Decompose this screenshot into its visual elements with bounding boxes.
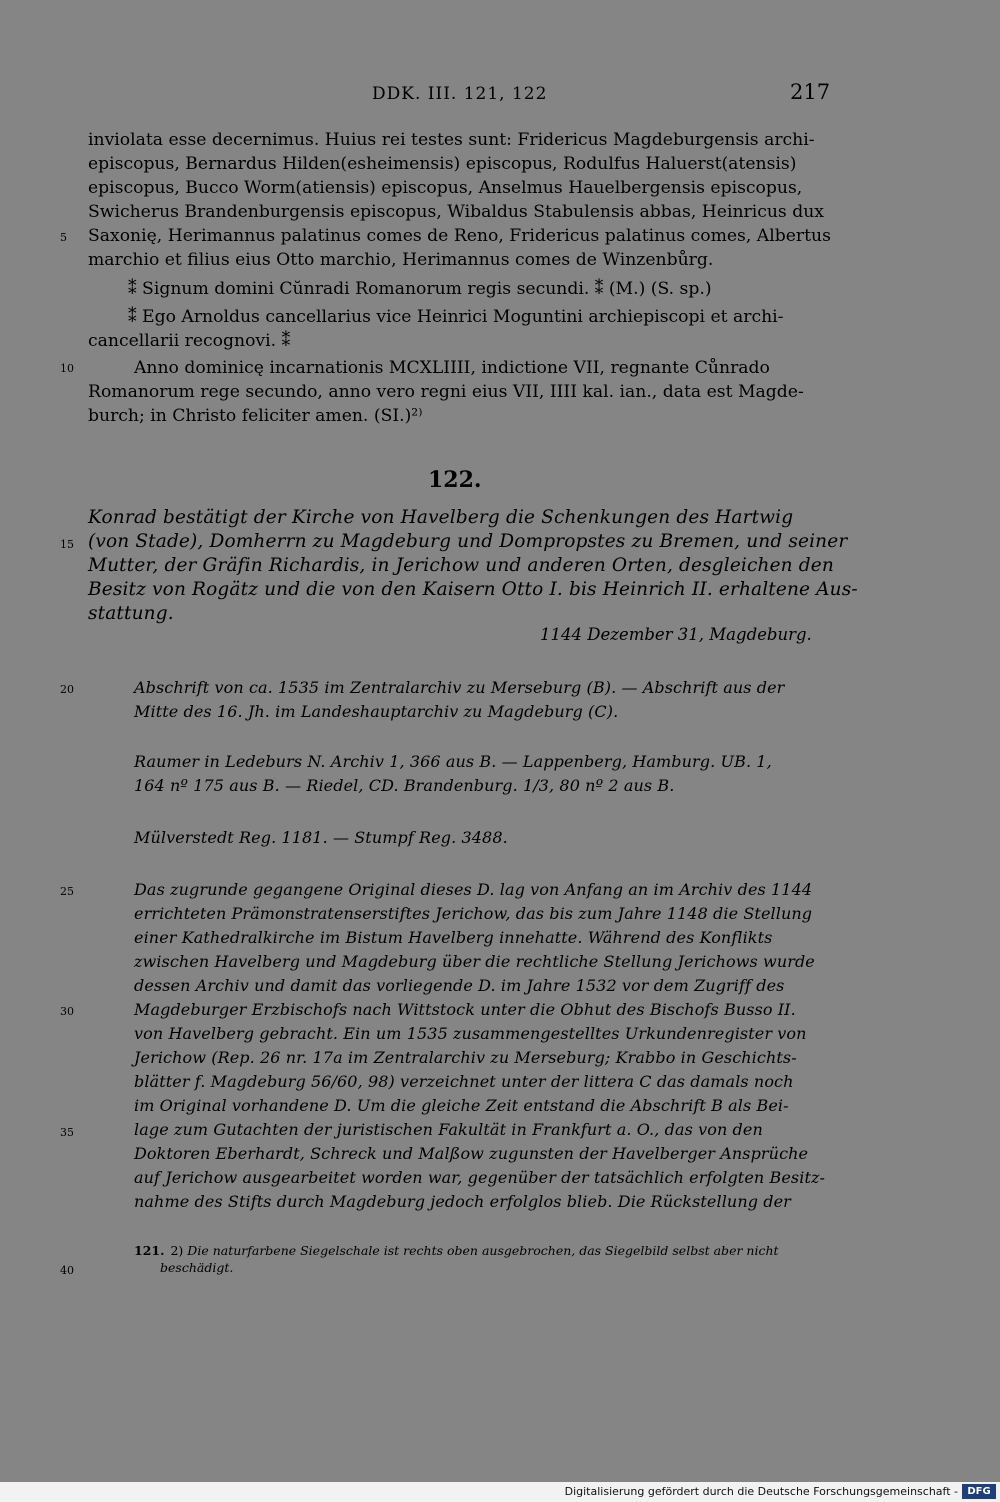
commentary-line: blätter f. Magdeburg 56/60, 98) verzeichnet unter der littera C das damals noch — [134, 1072, 794, 1091]
footnote-ref: 121. — [134, 1243, 165, 1258]
funding-credit: Digitalisierung gefördert durch die Deutsche Forschungsgemeinschaft - — [564, 1485, 958, 1498]
line-number: 10 — [60, 362, 74, 375]
commentary-line: nahme des Stifts durch Magdeburg jedoch erfolglos blieb. Die Rückstellung der — [134, 1192, 791, 1211]
footer-credit-bar — [0, 1482, 1000, 1502]
commentary-line: errichteten Prämonstratenserstiftes Jerichow, das bis zum Jahre 1148 die Stellung — [134, 904, 813, 923]
footnote-text: Die naturfarbene Siegelschale ist rechts oben ausgebrochen, das Siegelbild selbst aber nicht — [187, 1243, 779, 1258]
commentary-line: lage zum Gutachten der juristischen Fakultät in Frankfurt a. O., das von den — [134, 1120, 763, 1139]
text-line: Swicherus Brandenburgensis episcopus, Wibaldus Stabulensis abbas, Heinricus dux — [88, 202, 824, 222]
edition-line: 164 nº 175 aus B. — Riedel, CD. Brandenburg. 1/3, 80 nº 2 aus B. — [134, 776, 675, 795]
dating-line: Anno dominicę incarnationis MCXLIIII, indictione VII, regnante Cůnrado — [134, 358, 770, 378]
text-line: marchio et filius eius Otto marchio, Herimannus comes de Winzenbůrg. — [88, 250, 714, 270]
running-head: DDK. III. 121, 122 — [372, 84, 548, 104]
commentary-line: Magdeburger Erzbischofs nach Wittstock unter die Obhut des Bischofs Busso II. — [134, 1000, 796, 1019]
commentary-line: Doktoren Eberhardt, Schreck und Malßow zugunsten der Havelberger Ansprüche — [134, 1144, 809, 1163]
text-line: burch; in Christo feliciter amen. (SI.)²⁾ — [88, 406, 423, 426]
line-number: 15 — [60, 538, 74, 551]
commentary-line: im Original vorhandene D. Um die gleiche Zeit entstand die Abschrift B als Bei- — [134, 1096, 789, 1115]
footnote-mark: 2) — [170, 1243, 184, 1258]
page-number: 217 — [790, 80, 831, 104]
page-header — [0, 80, 1000, 110]
footnote-line — [134, 1242, 779, 1259]
edition-line: Raumer in Ledeburs N. Archiv 1, 366 aus B. — Lappenberg, Hamburg. UB. 1, — [134, 752, 772, 771]
regest-line: stattung. — [88, 603, 174, 624]
dfg-logo: DFG — [962, 1484, 996, 1499]
commentary-line: auf Jerichow ausgearbeitet worden war, gegenüber der tatsächlich erfolgten Besitz- — [134, 1168, 826, 1187]
commentary-line: Das zugrunde gegangene Original dieses D. lag von Anfang an im Archiv des 1144 — [134, 880, 813, 899]
regest-line: Mutter, der Gräfin Richardis, in Jerichow und anderen Orten, desgleichen den — [88, 555, 834, 576]
commentary-line: dessen Archiv und damit das vorliegende D. im Jahre 1532 vor dem Zugriff des — [134, 976, 785, 995]
text-line: episcopus, Bernardus Hilden(esheimensis) episcopus, Rodulfus Haluerst(atensis) — [88, 154, 797, 174]
regest-line: (von Stade), Domherrn zu Magdeburg und Dompropstes zu Bremen, und seiner — [88, 531, 848, 552]
register-line: Mülverstedt Reg. 1181. — Stumpf Reg. 3488. — [134, 828, 508, 847]
text-line: cancellarii recognovi. ⁑ — [88, 331, 291, 351]
commentary-line: einer Kathedralkirche im Bistum Havelberg innehatte. Während des Konflikts — [134, 928, 773, 947]
charter-date: 1144 Dezember 31, Magdeburg. — [540, 625, 812, 644]
document-number: 122. — [428, 467, 482, 493]
text-line: inviolata esse decernimus. Huius rei testes sunt: Fridericus Magdeburgensis archi- — [88, 130, 815, 150]
text-line: Saxonię, Herimannus palatinus comes de Reno, Fridericus palatinus comes, Albertus — [88, 226, 831, 246]
commentary-line: Jerichow (Rep. 26 nr. 17a im Zentralarchiv zu Merseburg; Krabbo in Geschichts- — [134, 1048, 797, 1067]
regest-line: Besitz von Rogätz und die von den Kaisern Otto I. bis Heinrich II. erhaltene Aus- — [88, 579, 858, 600]
line-number: 20 — [60, 683, 74, 696]
source-line: Mitte des 16. Jh. im Landeshauptarchiv zu Magdeburg (C). — [134, 702, 619, 721]
source-line: Abschrift von ca. 1535 im Zentralarchiv zu Merseburg (B). — Abschrift aus der — [134, 678, 785, 697]
line-number: 35 — [60, 1126, 74, 1139]
regest-line: Konrad bestätigt der Kirche von Havelberg die Schenkungen des Hartwig — [88, 507, 794, 528]
text-line: Romanorum rege secundo, anno vero regni eius VII, IIII kal. ian., data est Magde- — [88, 382, 804, 402]
recognition-line: ⁑ Ego Arnoldus cancellarius vice Heinrici Moguntini archiepiscopi et archi- — [128, 307, 784, 327]
signum-line: ⁑ Signum domini Cŭnradi Romanorum regis secundi. ⁑ (M.) (S. sp.) — [128, 279, 712, 299]
commentary-line: zwischen Havelberg und Magdeburg über die rechtliche Stellung Jerichows wurde — [134, 952, 815, 971]
text-line: episcopus, Bucco Worm(atiensis) episcopus, Anselmus Hauelbergensis episcopus, — [88, 178, 803, 198]
footnote-line: beschädigt. — [160, 1260, 234, 1275]
commentary-line: von Havelberg gebracht. Ein um 1535 zusammengestelltes Urkundenregister von — [134, 1024, 807, 1043]
line-number: 30 — [60, 1005, 74, 1018]
line-number: 25 — [60, 885, 74, 898]
line-number: 5 — [60, 231, 67, 244]
line-number: 40 — [60, 1264, 74, 1277]
